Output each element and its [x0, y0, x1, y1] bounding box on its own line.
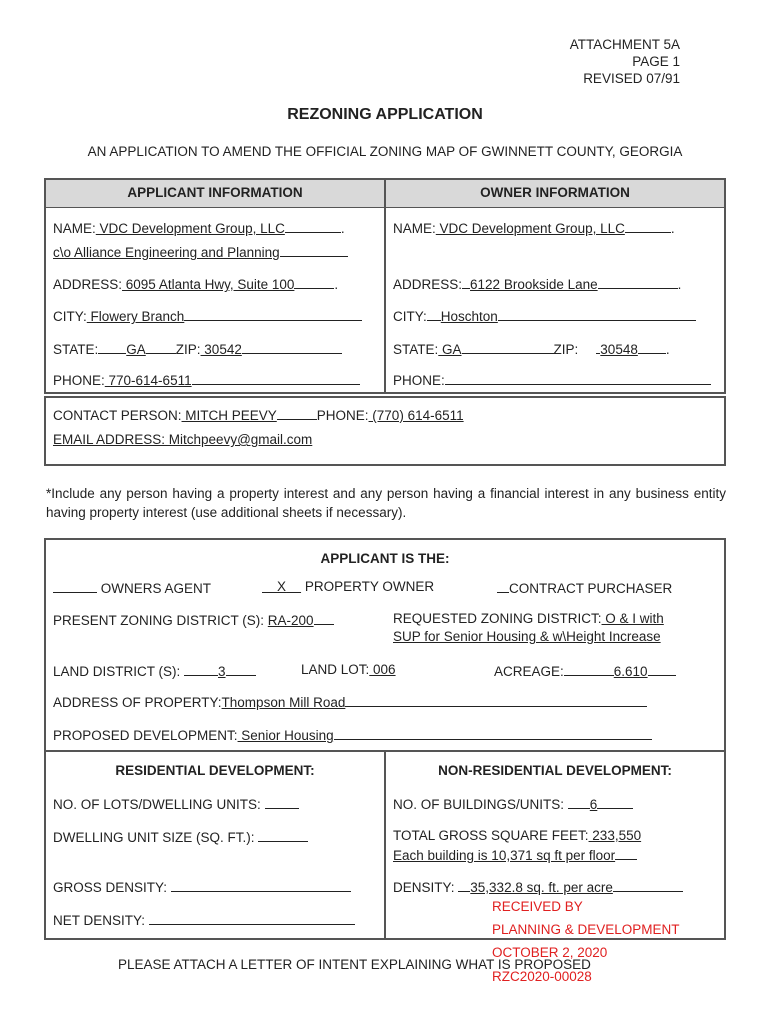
- land-lot-row: LAND LOT: 006: [301, 662, 396, 677]
- applicant-phone[interactable]: 770-614-6511: [104, 373, 192, 388]
- owner-phone-row: PHONE:: [393, 371, 711, 388]
- revised-label: REVISED 07/91: [583, 71, 680, 86]
- gross-sqft[interactable]: 233,550: [588, 828, 642, 843]
- applicant-info-heading: APPLICANT INFORMATION: [46, 180, 384, 208]
- applicant-state[interactable]: GA: [126, 342, 146, 357]
- land-district[interactable]: 3: [218, 664, 226, 679]
- owner-info-heading: OWNER INFORMATION: [386, 180, 724, 208]
- stamp-case-number: RZC2020-00028: [492, 969, 592, 984]
- document-header: [570, 36, 680, 87]
- land-district-row: LAND DISTRICT (S): 3: [53, 662, 256, 679]
- net-density-field[interactable]: [149, 911, 355, 925]
- lots-field[interactable]: [265, 795, 299, 809]
- property-owner-option[interactable]: X PROPERTY OWNER: [262, 579, 434, 594]
- stamp-department: PLANNING & DEVELOPMENT: [492, 922, 680, 937]
- gross-density-field[interactable]: [171, 878, 351, 892]
- page-subtitle: AN APPLICATION TO AMEND THE OFFICIAL ZONING MAP OF GWINNETT COUNTY, GEORGIA: [87, 144, 683, 159]
- property-owner-mark: X: [277, 579, 287, 594]
- owner-address-row: ADDRESS: 6122 Brookside Lane .: [393, 277, 682, 292]
- acreage[interactable]: 6.610: [613, 664, 648, 679]
- applicant-zip[interactable]: 30542: [200, 342, 242, 357]
- applicant-state-row: STATE: GA ZIP: 30542: [53, 340, 342, 357]
- gross-sqft-line2-row: [393, 846, 637, 863]
- footer-instruction: PLEASE ATTACH A LETTER OF INTENT EXPLAINING WHAT IS PROPOSED: [118, 957, 591, 972]
- stamp-received-by: RECEIVED BY: [492, 899, 583, 914]
- applicant-city-row: CITY: Flowery Branch: [53, 307, 362, 324]
- net-density-row: NET DENSITY:: [53, 911, 355, 928]
- proposed-development-row: PROPOSED DEVELOPMENT: Senior Housing: [53, 726, 652, 743]
- buildings-units[interactable]: 6: [589, 797, 598, 812]
- page-title: REZONING APPLICATION: [287, 106, 483, 123]
- density[interactable]: 35,332.8 sq. ft. per acre: [470, 880, 613, 895]
- applicant-is-heading: APPLICANT IS THE:: [320, 551, 450, 566]
- requested-zoning-line2[interactable]: SUP for Senior Housing & w\Height Increase: [393, 629, 661, 644]
- owner-name-row: NAME: VDC Development Group, LLC .: [393, 221, 675, 236]
- development-divider-mid: [384, 750, 386, 938]
- applicant-phone-row: PHONE: 770-614-6511: [53, 371, 360, 388]
- proposed-development[interactable]: Senior Housing: [237, 728, 334, 743]
- attachment-label: ATTACHMENT 5A: [569, 37, 680, 52]
- buildings-row: NO. OF BUILDINGS/UNITS: 6: [393, 795, 633, 812]
- unit-size-field[interactable]: [258, 828, 308, 842]
- applicant-name[interactable]: VDC Development Group, LLC: [95, 221, 285, 236]
- stamp-date: OCTOBER 2, 2020: [492, 945, 608, 960]
- present-zoning[interactable]: RA-200: [267, 613, 314, 628]
- owner-zip[interactable]: 30548: [600, 342, 638, 357]
- gross-sqft-note[interactable]: Each building is 10,371 sq ft per floor: [393, 848, 616, 863]
- nonresidential-heading: NON-RESIDENTIAL DEVELOPMENT:: [438, 763, 672, 778]
- acreage-row: ACREAGE: 6.610: [494, 662, 676, 679]
- contact-person[interactable]: MITCH PEEVY: [181, 408, 277, 423]
- property-address-row: ADDRESS OF PROPERTY:Thompson Mill Road: [53, 693, 647, 710]
- gross-sqft-row: TOTAL GROSS SQUARE FEET: 233,550: [393, 828, 642, 843]
- applicant-owner-divider: [384, 180, 386, 392]
- applicant-address[interactable]: 6095 Atlanta Hwy, Suite 100: [122, 277, 295, 292]
- contact-phone[interactable]: (770) 614-6511: [368, 408, 464, 423]
- requested-zoning-row: REQUESTED ZONING DISTRICT: O & I with: [393, 611, 664, 626]
- applicant-city[interactable]: Flowery Branch: [86, 309, 185, 324]
- applicant-care-of[interactable]: c\o Alliance Engineering and Planning: [53, 245, 280, 260]
- unit-size-row: DWELLING UNIT SIZE (SQ. FT.):: [53, 828, 308, 845]
- residential-heading: RESIDENTIAL DEVELOPMENT:: [115, 763, 315, 778]
- requested-zoning[interactable]: O & I with: [601, 611, 664, 626]
- lots-row: NO. OF LOTS/DWELLING UNITS:: [53, 795, 299, 812]
- property-address[interactable]: Thompson Mill Road: [221, 695, 346, 710]
- owners-agent-option[interactable]: OWNERS AGENT: [53, 579, 211, 596]
- contact-email[interactable]: EMAIL ADDRESS: Mitchpeevy@gmail.com: [53, 432, 313, 447]
- applicant-address-row: ADDRESS: 6095 Atlanta Hwy, Suite 100 .: [53, 277, 339, 292]
- contact-row: CONTACT PERSON: MITCH PEEVY PHONE: (770) 614-6511: [53, 408, 464, 423]
- owner-address[interactable]: 6122 Brookside Lane: [470, 277, 598, 292]
- contract-purchaser-option[interactable]: CONTRACT PURCHASER: [497, 579, 672, 596]
- density-row: DENSITY: 35,332.8 sq. ft. per acre: [393, 878, 683, 895]
- applicant-name-row: NAME: VDC Development Group, LLC .: [53, 221, 345, 236]
- owner-state[interactable]: GA: [438, 342, 462, 357]
- applicant-name-line2: [53, 243, 348, 260]
- land-lot[interactable]: 006: [369, 662, 396, 677]
- present-zoning-row: PRESENT ZONING DISTRICT (S): RA-200: [53, 611, 334, 628]
- gross-density-row: GROSS DENSITY:: [53, 878, 351, 895]
- owner-name[interactable]: VDC Development Group, LLC: [435, 221, 625, 236]
- owner-city-row: CITY: Hoschton: [393, 307, 696, 324]
- page-label: PAGE 1: [632, 54, 680, 69]
- owner-city[interactable]: Hoschton: [440, 309, 498, 324]
- owner-state-row: STATE: GA ZIP: 30548 .: [393, 342, 670, 357]
- footnote-text: *Include any person having a property interest and any person having a financial interest in any business entity having property interest (use additional sheets if necessary).: [46, 486, 726, 520]
